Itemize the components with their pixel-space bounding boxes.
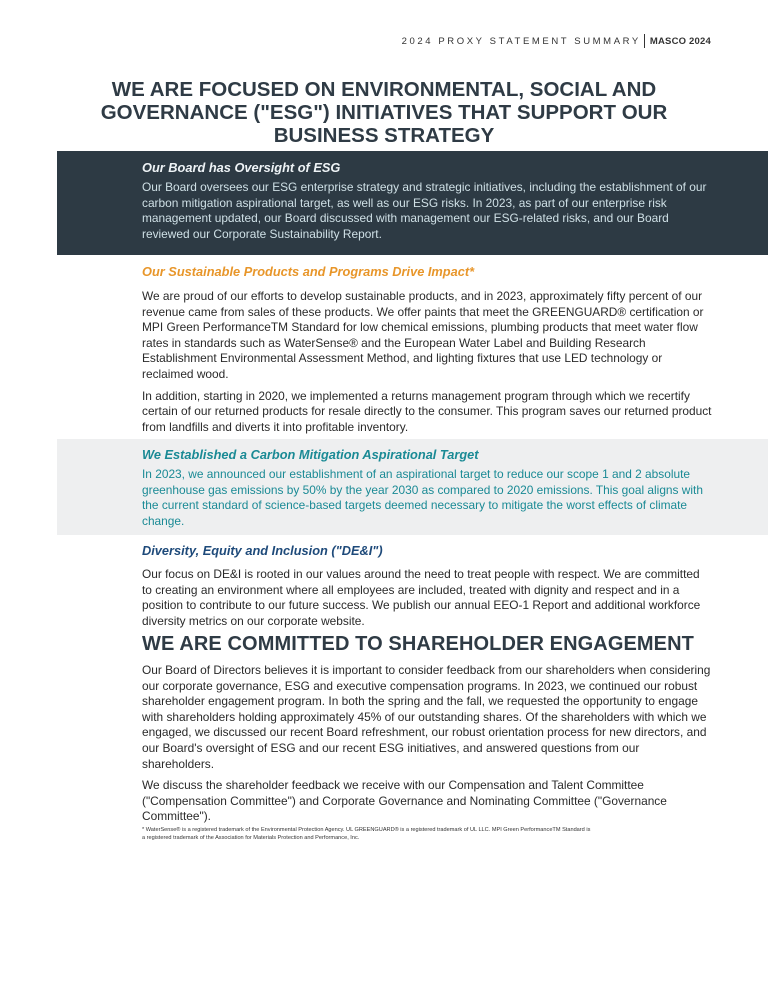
- sustainable-products-heading: Our Sustainable Products and Programs Drive Impact*: [142, 264, 475, 279]
- trademark-footnote: * WaterSense® is a registered trademark of the Environmental Protection Agency. UL GREENGUARD® is a registered trademark of UL LLC. MPI Green PerformanceTM Standard is a registered trademark of the Association for Materials Protection and Performance, Inc.: [142, 827, 591, 841]
- engagement-section: [142, 663, 712, 825]
- sustainable-products-body-1: We are proud of our efforts to develop sustainable products, and in 2023, approximately fifty percent of our revenue came from sales of these products. We offer paints that meet the GREENGUARD® certification or MPI Green PerformanceTM Standard for low chemical emissions, plumbing products that meet water flow rates in standards such as WaterSense® and the European Water Label and Building Research Establishment Environmental Assessment Method, and lighting fixtures that use LED technology or reclaimed wood.: [142, 289, 704, 381]
- page-title: WE ARE FOCUSED ON ENVIRONMENTAL, SOCIAL AND GOVERNANCE ("ESG") INITIATIVES THAT SUPPORT OUR BUSINESS STRATEGY: [100, 78, 668, 147]
- engagement-heading: WE ARE COMMITTED TO SHAREHOLDER ENGAGEMENT: [142, 633, 694, 655]
- proxy-summary-label: 2024 PROXY STATEMENT SUMMARY: [401, 35, 641, 47]
- carbon-target-body: In 2023, we announced our establishment of an aspirational target to reduce our scope 1 and 2 absolute greenhouse gas emissions by 50% by the year 2030 as compared to 2020 emissions. This goal aligns with the current standard of science-based targets deemed necessary to mitigate the worst effects of climate change.: [142, 467, 703, 528]
- carbon-target-section: [142, 447, 712, 529]
- board-oversight-section: [142, 160, 712, 242]
- sustainable-products-body-2: In addition, starting in 2020, we implemented a returns management program through which we recertify certain of our returned products for resale directly to the consumer. This program saves our returned product from landfills and diverts it into profitable inventory.: [142, 388, 712, 434]
- dei-body: Our focus on DE&I is rooted in our values around the need to treat people with respect. We are committed to creating an environment where all employees are included, treated with dignity and respect and in a position to contribute to our future success. We publish our annual EEO-1 Report and additional workforce diversity metrics on our corporate website.: [142, 567, 701, 628]
- board-oversight-heading: Our Board has Oversight of ESG: [142, 160, 341, 175]
- page-header: [402, 34, 711, 48]
- dei-section: [142, 543, 712, 629]
- dei-heading: Diversity, Equity and Inclusion ("DE&I"): [142, 543, 383, 558]
- brand-label: MASCO 2024: [649, 35, 711, 47]
- header-divider: [644, 34, 645, 48]
- engagement-body-2: We discuss the shareholder feedback we receive with our Compensation and Talent Committee ("Compensation Committee") and Corporate Governance and Nominating Committee ("Governance Committee").: [142, 778, 667, 824]
- engagement-body-1: Our Board of Directors believes it is important to consider feedback from our shareholders when considering our corporate governance, ESG and executive compensation programs. In 2023, we continued our robust shareholder engagement program. In both the spring and the fall, we requested the opportunity to engage with shareholders holding approximately 45% of our outstanding shares. Of the shareholders with which we engaged, we discussed our recent Board refreshment, our robust orientation process for new directors, and our Board's oversight of ESG and our recent ESG initiatives, and answered questions from our shareholders.: [142, 663, 711, 771]
- board-oversight-body: Our Board oversees our ESG enterprise strategy and strategic initiatives, including the establishment of our carbon mitigation aspirational target, as well as our ESG risks. In 2023, as part of our enterprise risk management updated, our Board discussed with management our ESG-related risks, and our Board reviewed our Corporate Sustainability Report.: [142, 180, 707, 241]
- sustainable-products-section: [142, 264, 712, 435]
- carbon-target-heading: We Established a Carbon Mitigation Aspirational Target: [142, 447, 479, 462]
